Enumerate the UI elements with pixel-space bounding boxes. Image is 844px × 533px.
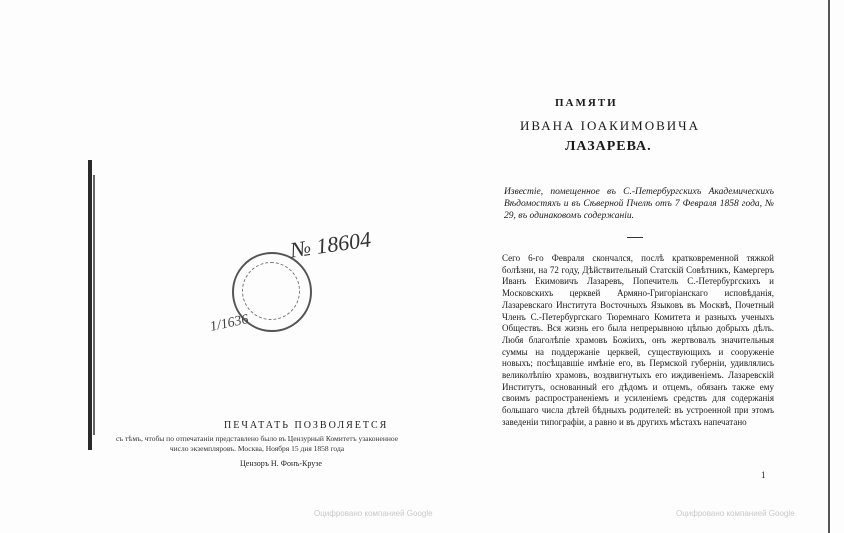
book-spine [88, 160, 92, 450]
page-number: 1 [761, 470, 766, 480]
title-line-2: ИВАНА ІОАКИМОВИЧА [520, 118, 701, 133]
google-watermark-right: Оцифровано компанией Google [676, 509, 795, 518]
censor-text: съ тѣмъ, чтобы по отпечатаніи представлено было въ Цензурный Комитетъ узаконенное число экземпляровъ. Москва, Ноября 15 дня 1858 года [115, 434, 399, 453]
intro-paragraph: Известіе, помещенное въ С.-Петербургскихъ Академическихъ Вѣдомостяхъ и въ Сѣверной Пчелѣ отъ 7 Февраля 1858 года, № 29, въ одинаковомъ содержаніи. [504, 187, 774, 221]
book-spine-shadow [93, 175, 95, 435]
title-line-3: ЛАЗАРЕВА. [565, 139, 652, 154]
censor-signature: Цензоръ Н. Фонъ-Крузе [240, 459, 322, 468]
page-edge [828, 0, 830, 533]
stamp-inner-ring [242, 262, 300, 320]
google-watermark-left: Оцифровано компанией Google [314, 509, 433, 518]
censor-heading: ПЕЧАТАТЬ ПОЗВОЛЯЕТСЯ [224, 420, 389, 431]
handwritten-inventory-number: № 18604 [288, 226, 373, 263]
title-line-1: ПАМЯТИ [555, 97, 618, 109]
section-divider [627, 237, 643, 238]
body-text: Сего 6-го Февраля скончался, послѣ кратковременной тяжкой болѣзни, на 72 году, Дѣйствительный Статскій Совѣтникъ, Камергеръ Иванъ Екимовичъ Лазаревъ, Попечитель С.-Петербургскихъ и Московскихъ церквей Армяно-Григоріанскаго исповѣданія, Лазаревскаго Института Восточныхъ Языковъ въ Москвѣ, Почетный Членъ С.-Петербургскаго Тюремнаго Комитета и разныхъ ученыхъ Обществъ. Вся жизнь его была непрерывною цѣпью добрыхъ дѣлъ. Любя благолѣпіе храмовъ Божіихъ, онъ жертвовалъ значительныя суммы на поддержаніе церквей, существующихъ и сооруженіе новыхъ; посѣщавшіе имѣніе его, въ Пермской губерніи, удивлялись великолѣпію храмовъ, воздвигнутыхъ его иждивеніемъ. Лазаревскій Институтъ, основанный его дѣдомъ и отцемъ, обязанъ также ему своимъ распространеніемъ и усиленіемъ средствъ для содержанія большаго числа дѣтей бѣдныхъ родителей: въ устроенной при этомъ заведеніи типографіи, а равно и въ другихъ мѣстахъ напечатано [502, 253, 774, 427]
handwritten-shelf-mark: 1/1636 [208, 312, 250, 335]
